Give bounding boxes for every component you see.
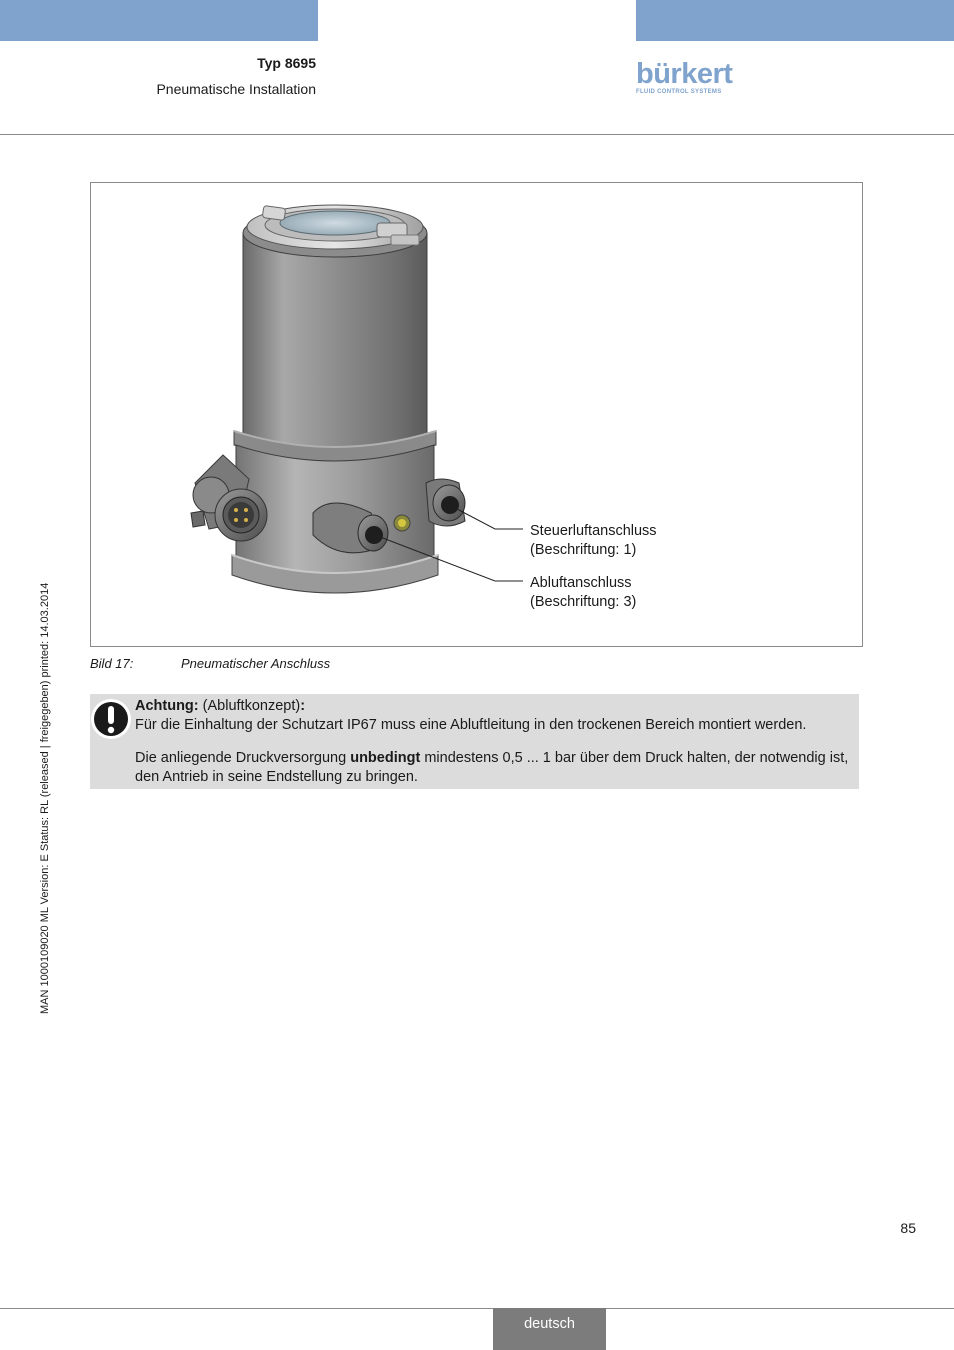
header-bar-left: [0, 0, 318, 41]
language-tab: deutsch: [493, 1308, 606, 1350]
warning-text-2-pre: Die anliegende Druckversorgung: [135, 750, 351, 766]
figure-frame: [90, 182, 863, 647]
callout-pilot-air: [530, 522, 657, 560]
warning-paragraph-2: [135, 749, 853, 787]
section-title: Pneumatische Installation: [156, 81, 316, 97]
document-metadata: MAN 1000109020 ML Version: E Status: RL (released | freigegeben) printed: 14.03.2014: [39, 582, 51, 1014]
warning-text-1: Für die Einhaltung der Schutzart IP67 muss eine Abluftleitung in den trockenen Bereich montiert werden.: [135, 717, 807, 733]
warning-text-2-post: mindestens 0,5 ... 1 bar über dem Druck halten, der notwendig ist, den Antrieb in seine Endstellung zu bringen.: [135, 750, 849, 785]
device-illustration: [91, 183, 862, 646]
callout-sublabel: (Beschriftung: 1): [530, 542, 637, 558]
exclamation-icon: [90, 698, 132, 740]
warning-box: [90, 694, 859, 789]
header-bar-right: [636, 0, 954, 41]
svg-text:bürkert: bürkert: [636, 58, 733, 90]
warning-content: [135, 697, 853, 787]
footer-divider: [0, 1308, 954, 1309]
warning-text-2-bold: unbedingt: [350, 750, 421, 766]
page-number: 85: [900, 1220, 916, 1236]
document-type: Typ 8695: [257, 55, 316, 71]
warning-title-note: (Abluftkonzept): [202, 698, 301, 714]
header-divider: [0, 134, 954, 135]
callout-sublabel: (Beschriftung: 3): [530, 594, 637, 610]
caption-text: Pneumatischer Anschluss: [181, 656, 331, 671]
burkert-logo: [636, 57, 736, 97]
callout-exhaust: [530, 574, 636, 612]
warning-title: Achtung:: [135, 698, 199, 714]
svg-text:FLUID CONTROL SYSTEMS: FLUID CONTROL SYSTEMS: [636, 89, 722, 95]
callout-label: Abluftanschluss: [530, 575, 632, 591]
callout-label: Steuerluftanschluss: [530, 523, 657, 539]
warning-title-colon: :: [300, 698, 306, 714]
caption-number: Bild 17:: [90, 656, 134, 671]
warning-heading: [135, 697, 853, 735]
